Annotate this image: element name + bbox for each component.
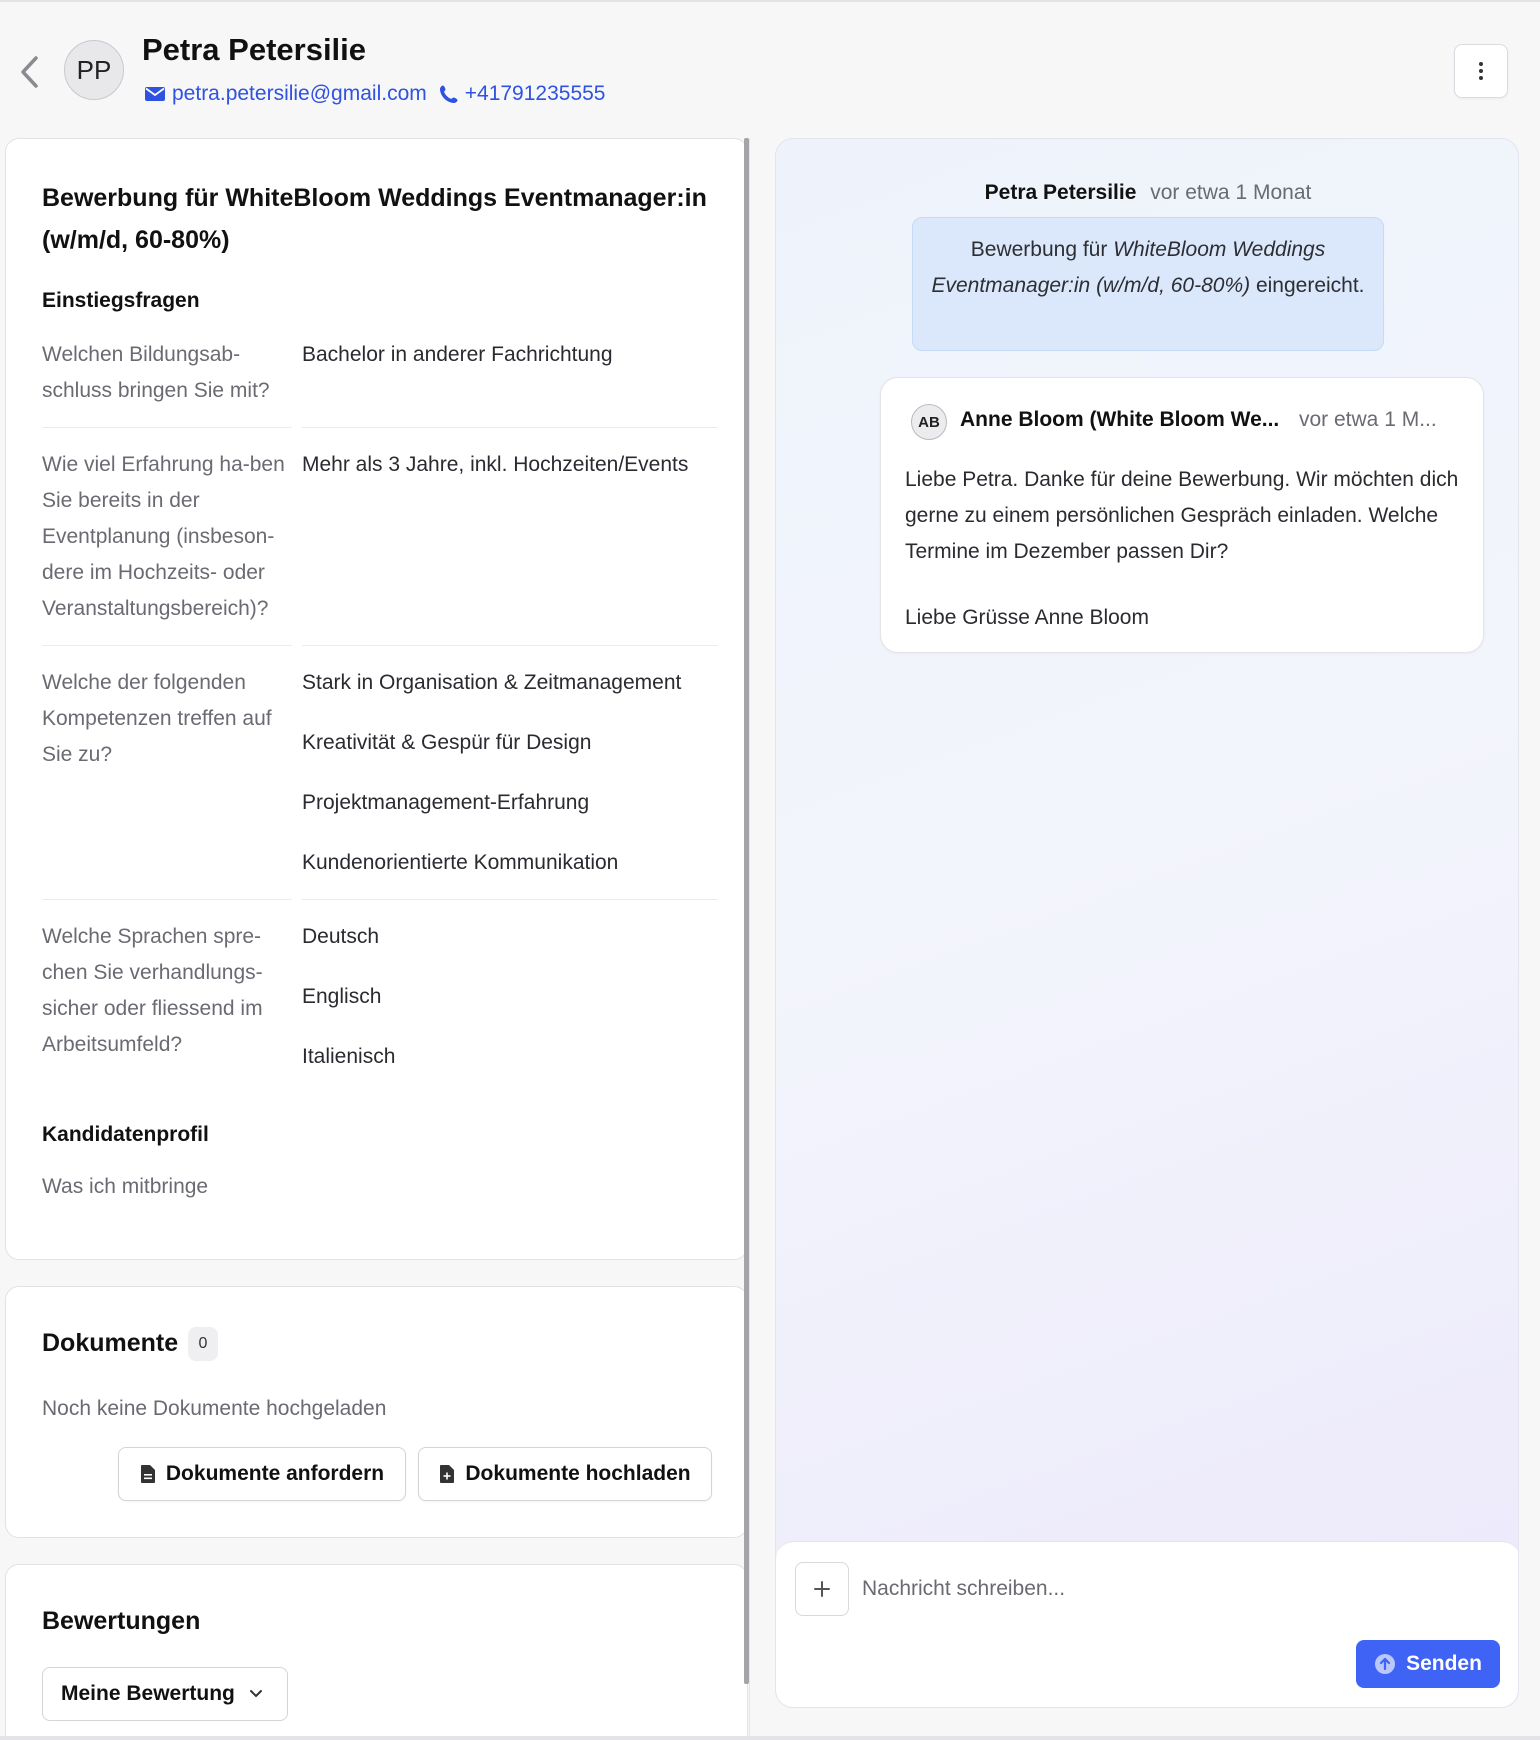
question-text: Welchen Bildungsab-schluss bringen Sie mit? [42, 343, 270, 402]
entry-questions-heading: Einstiegsfragen [42, 289, 200, 312]
system-message-prefix: Bewerbung für [970, 238, 1114, 261]
ratings-card [5, 1564, 748, 1740]
rating-select-value: Meine Bewertung [61, 1682, 235, 1705]
candidate-header [0, 2, 1540, 134]
document-icon [140, 1464, 156, 1484]
request-documents-label: Dokumente anfordern [165, 1462, 385, 1485]
application-title: Bewerbung für WhiteBloom Weddings Eventmanager:in (w/m/d, 60-80%) [42, 184, 707, 254]
chevron-left-icon [18, 55, 40, 89]
system-message-time: vor etwa 1 Monat [1150, 181, 1312, 204]
documents-empty-text: Noch keine Dokumente hochgeladen [42, 1397, 387, 1420]
question-text: Welche der folgenden Kompetenzen treffen auf Sie zu? [42, 671, 272, 766]
answer-item: Kreativität & Gespür für Design [302, 731, 592, 754]
message-author: Anne Bloom (White Bloom We... [960, 408, 1280, 431]
document-plus-icon [439, 1464, 455, 1484]
avatar: PP [64, 40, 124, 100]
back-button[interactable] [12, 52, 46, 92]
answer-list [302, 447, 718, 483]
question-text: Wie viel Erfahrung ha-ben Sie bereits in der Eventplanung (insbeson-dere im Hochzeits- oder Veranstaltungsbereich)? [42, 453, 285, 620]
ratings-title: Bewertungen [42, 1607, 201, 1635]
bottom-border [0, 1736, 1540, 1740]
message-avatar: AB [911, 404, 947, 440]
message-signature: Liebe Grüsse Anne Bloom [905, 606, 1149, 629]
mail-icon [144, 85, 166, 103]
send-button[interactable] [1356, 1640, 1500, 1688]
email-link[interactable] [144, 82, 427, 106]
more-vertical-icon [1478, 61, 1484, 81]
left-column [5, 138, 748, 1738]
email-text: petra.petersilie@gmail.com [172, 82, 427, 105]
phone-link[interactable] [439, 82, 606, 106]
divider [42, 645, 292, 646]
chevron-down-icon [249, 1689, 263, 1699]
column-divider [749, 138, 750, 1740]
documents-card [5, 1286, 748, 1538]
system-message-meta [776, 181, 1519, 205]
chat-message [880, 377, 1484, 653]
send-label: Senden [1406, 1652, 1482, 1675]
message-input[interactable] [862, 1568, 1482, 1610]
answer-item: Mehr als 3 Jahre, inkl. Hochzeiten/Events [302, 453, 689, 476]
answer-list [302, 919, 718, 1075]
candidate-name: Petra Petersilie [142, 32, 367, 67]
divider [42, 899, 292, 900]
profile-heading: Kandidatenprofil [42, 1123, 209, 1146]
upload-documents-button[interactable] [418, 1447, 712, 1501]
documents-title: Dokumente [42, 1329, 179, 1357]
answer-item: Kundenorientierte Kommunikation [302, 851, 619, 874]
message-composer [776, 1541, 1519, 1708]
divider [302, 899, 718, 900]
answer-item: Englisch [302, 985, 382, 1008]
request-documents-button[interactable] [118, 1447, 406, 1501]
divider [302, 645, 718, 646]
attach-button[interactable] [795, 1562, 849, 1616]
system-message-job: WhiteBloom Weddings Eventmanager:in (w/m/d, 60-80%) [931, 238, 1326, 297]
phone-icon [439, 84, 459, 104]
rating-select[interactable] [42, 1667, 288, 1721]
divider [42, 427, 292, 428]
answer-list [302, 665, 718, 881]
answer-list [302, 337, 718, 373]
question-text: Welche Sprachen spre-chen Sie verhandlungs-sicher oder fliessend im Arbeitsumfeld? [42, 925, 263, 1056]
answer-item: Bachelor in anderer Fachrichtung [302, 343, 613, 366]
upload-documents-label: Dokumente hochladen [465, 1462, 691, 1485]
more-options-button[interactable] [1454, 44, 1508, 98]
phone-text: +41791235555 [464, 82, 606, 105]
answer-item: Stark in Organisation & Zeitmanagement [302, 671, 682, 694]
message-time: vor etwa 1 M... [1299, 408, 1437, 431]
chat-panel [775, 138, 1519, 1708]
answer-item: Italienisch [302, 1045, 396, 1068]
system-message-author: Petra Petersilie [984, 181, 1137, 204]
plus-icon [813, 1580, 831, 1598]
system-message-suffix: eingereicht. [1250, 274, 1365, 297]
answer-item: Projektmanagement-Erfahrung [302, 791, 590, 814]
divider [302, 427, 718, 428]
documents-count-badge: 0 [188, 1327, 218, 1361]
arrow-up-circle-icon [1374, 1653, 1396, 1675]
system-message-bubble [912, 217, 1384, 351]
answer-item: Deutsch [302, 925, 380, 948]
message-body: Liebe Petra. Danke für deine Bewerbung. Wir möchten dich gerne zu einem persönlichen Gespräch einladen. Welche Termine im Dezember passen Dir? [905, 468, 1459, 563]
profile-text: Was ich mitbringe [42, 1175, 209, 1198]
application-card [5, 138, 748, 1260]
contact-info [144, 82, 606, 106]
